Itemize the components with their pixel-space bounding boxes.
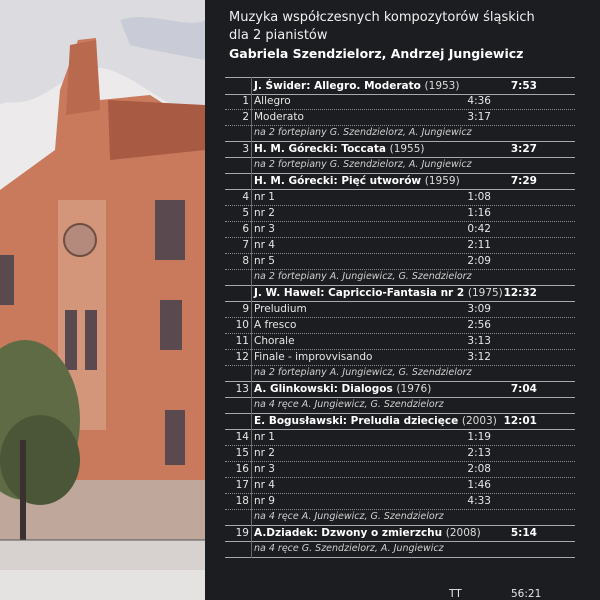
track-row: 2 Moderato 3:17 bbox=[225, 109, 575, 126]
tracklist-panel bbox=[205, 0, 600, 600]
track-row: 6 nr 3 0:42 bbox=[225, 221, 575, 238]
track-row: 12 Finale - improvvisando 3:12 bbox=[225, 349, 575, 366]
track-row: 17 nr 4 1:46 bbox=[225, 477, 575, 494]
work-header bbox=[225, 173, 575, 190]
track-row: 7 nr 4 2:11 bbox=[225, 237, 575, 254]
track-row: 9 Preludium 3:09 bbox=[225, 301, 575, 318]
work-performers: na 4 ręce G. Szendzielorz, A. Jungiewicz bbox=[225, 541, 575, 558]
work-total-time: 5:14 bbox=[510, 527, 537, 539]
work-performers: na 4 ręce A. Jungiewicz, G. Szendzielorz bbox=[225, 509, 575, 526]
work-title: E. Bogusławski: Preludia dziecięce (2003) bbox=[254, 415, 497, 427]
total-time-value: 56:21 bbox=[511, 588, 542, 600]
work-title: A. Glinkowski: Dialogos (1976) bbox=[254, 383, 432, 395]
album-title-line2: dla 2 pianistów bbox=[229, 28, 328, 43]
work-header: 3 H. M. Górecki: Toccata (1955) 3:27 bbox=[225, 141, 575, 158]
work-total-time: 12:32 bbox=[503, 287, 537, 299]
track-row: 11 Chorale 3:13 bbox=[225, 333, 575, 350]
work-performers: na 2 fortepiany A. Jungiewicz, G. Szendzielorz bbox=[225, 269, 575, 286]
track-row: 14 nr 1 1:19 bbox=[225, 429, 575, 446]
work-title: H. M. Górecki: Toccata (1955) bbox=[254, 143, 425, 155]
track-row: 15 nr 2 2:13 bbox=[225, 445, 575, 462]
track-row: 16 nr 3 2:08 bbox=[225, 461, 575, 478]
track-row: 5 nr 2 1:16 bbox=[225, 205, 575, 222]
work-performers: na 2 fortepiany G. Szendzielorz, A. Jungiewicz bbox=[225, 125, 575, 142]
album-performers: Gabriela Szendzielorz, Andrzej Jungiewicz bbox=[229, 46, 524, 61]
track-row: 4 nr 1 1:08 bbox=[225, 189, 575, 206]
work-performers: na 2 fortepiany A. Jungiewicz, G. Szendzielorz bbox=[225, 365, 575, 382]
work-total-time: 3:27 bbox=[510, 143, 537, 155]
column-separator bbox=[251, 77, 252, 558]
track-row: 8 nr 5 2:09 bbox=[225, 253, 575, 270]
track-row: 10 A fresco 2:56 bbox=[225, 317, 575, 334]
track-row: 18 nr 9 4:33 bbox=[225, 493, 575, 510]
work-header bbox=[225, 413, 575, 430]
work-performers: na 2 fortepiany G. Szendzielorz, A. Jungiewicz bbox=[225, 157, 575, 174]
work-total-time: 7:04 bbox=[510, 383, 537, 395]
work-total-time: 7:53 bbox=[510, 80, 537, 92]
work-title: J. W. Hawel: Capriccio-Fantasia nr 2 (1975) bbox=[254, 287, 503, 299]
work-performers: na 4 ręce A. Jungiewicz, G. Szendzielorz bbox=[225, 397, 575, 414]
work-total-time: 7:29 bbox=[510, 175, 537, 187]
work-header bbox=[225, 285, 575, 302]
building-watercolor-illustration bbox=[0, 0, 205, 600]
total-time-label: TT bbox=[449, 588, 462, 600]
work-title: H. M. Górecki: Pięć utworów (1959) bbox=[254, 175, 460, 187]
work-title: A.Dziadek: Dzwony o zmierzchu (2008) bbox=[254, 527, 481, 539]
work-header: 19 A.Dziadek: Dzwony o zmierzchu (2008) 5:14 bbox=[225, 525, 575, 542]
track-row: 1 Allegro 4:36 bbox=[225, 93, 575, 110]
work-title: J. Świder: Allegro. Moderato (1953) bbox=[254, 80, 460, 92]
album-title-line1: Muzyka współczesnych kompozytorów śląskich bbox=[229, 10, 535, 25]
work-total-time: 12:01 bbox=[503, 415, 537, 427]
work-header: 13 A. Glinkowski: Dialogos (1976) 7:04 bbox=[225, 381, 575, 398]
